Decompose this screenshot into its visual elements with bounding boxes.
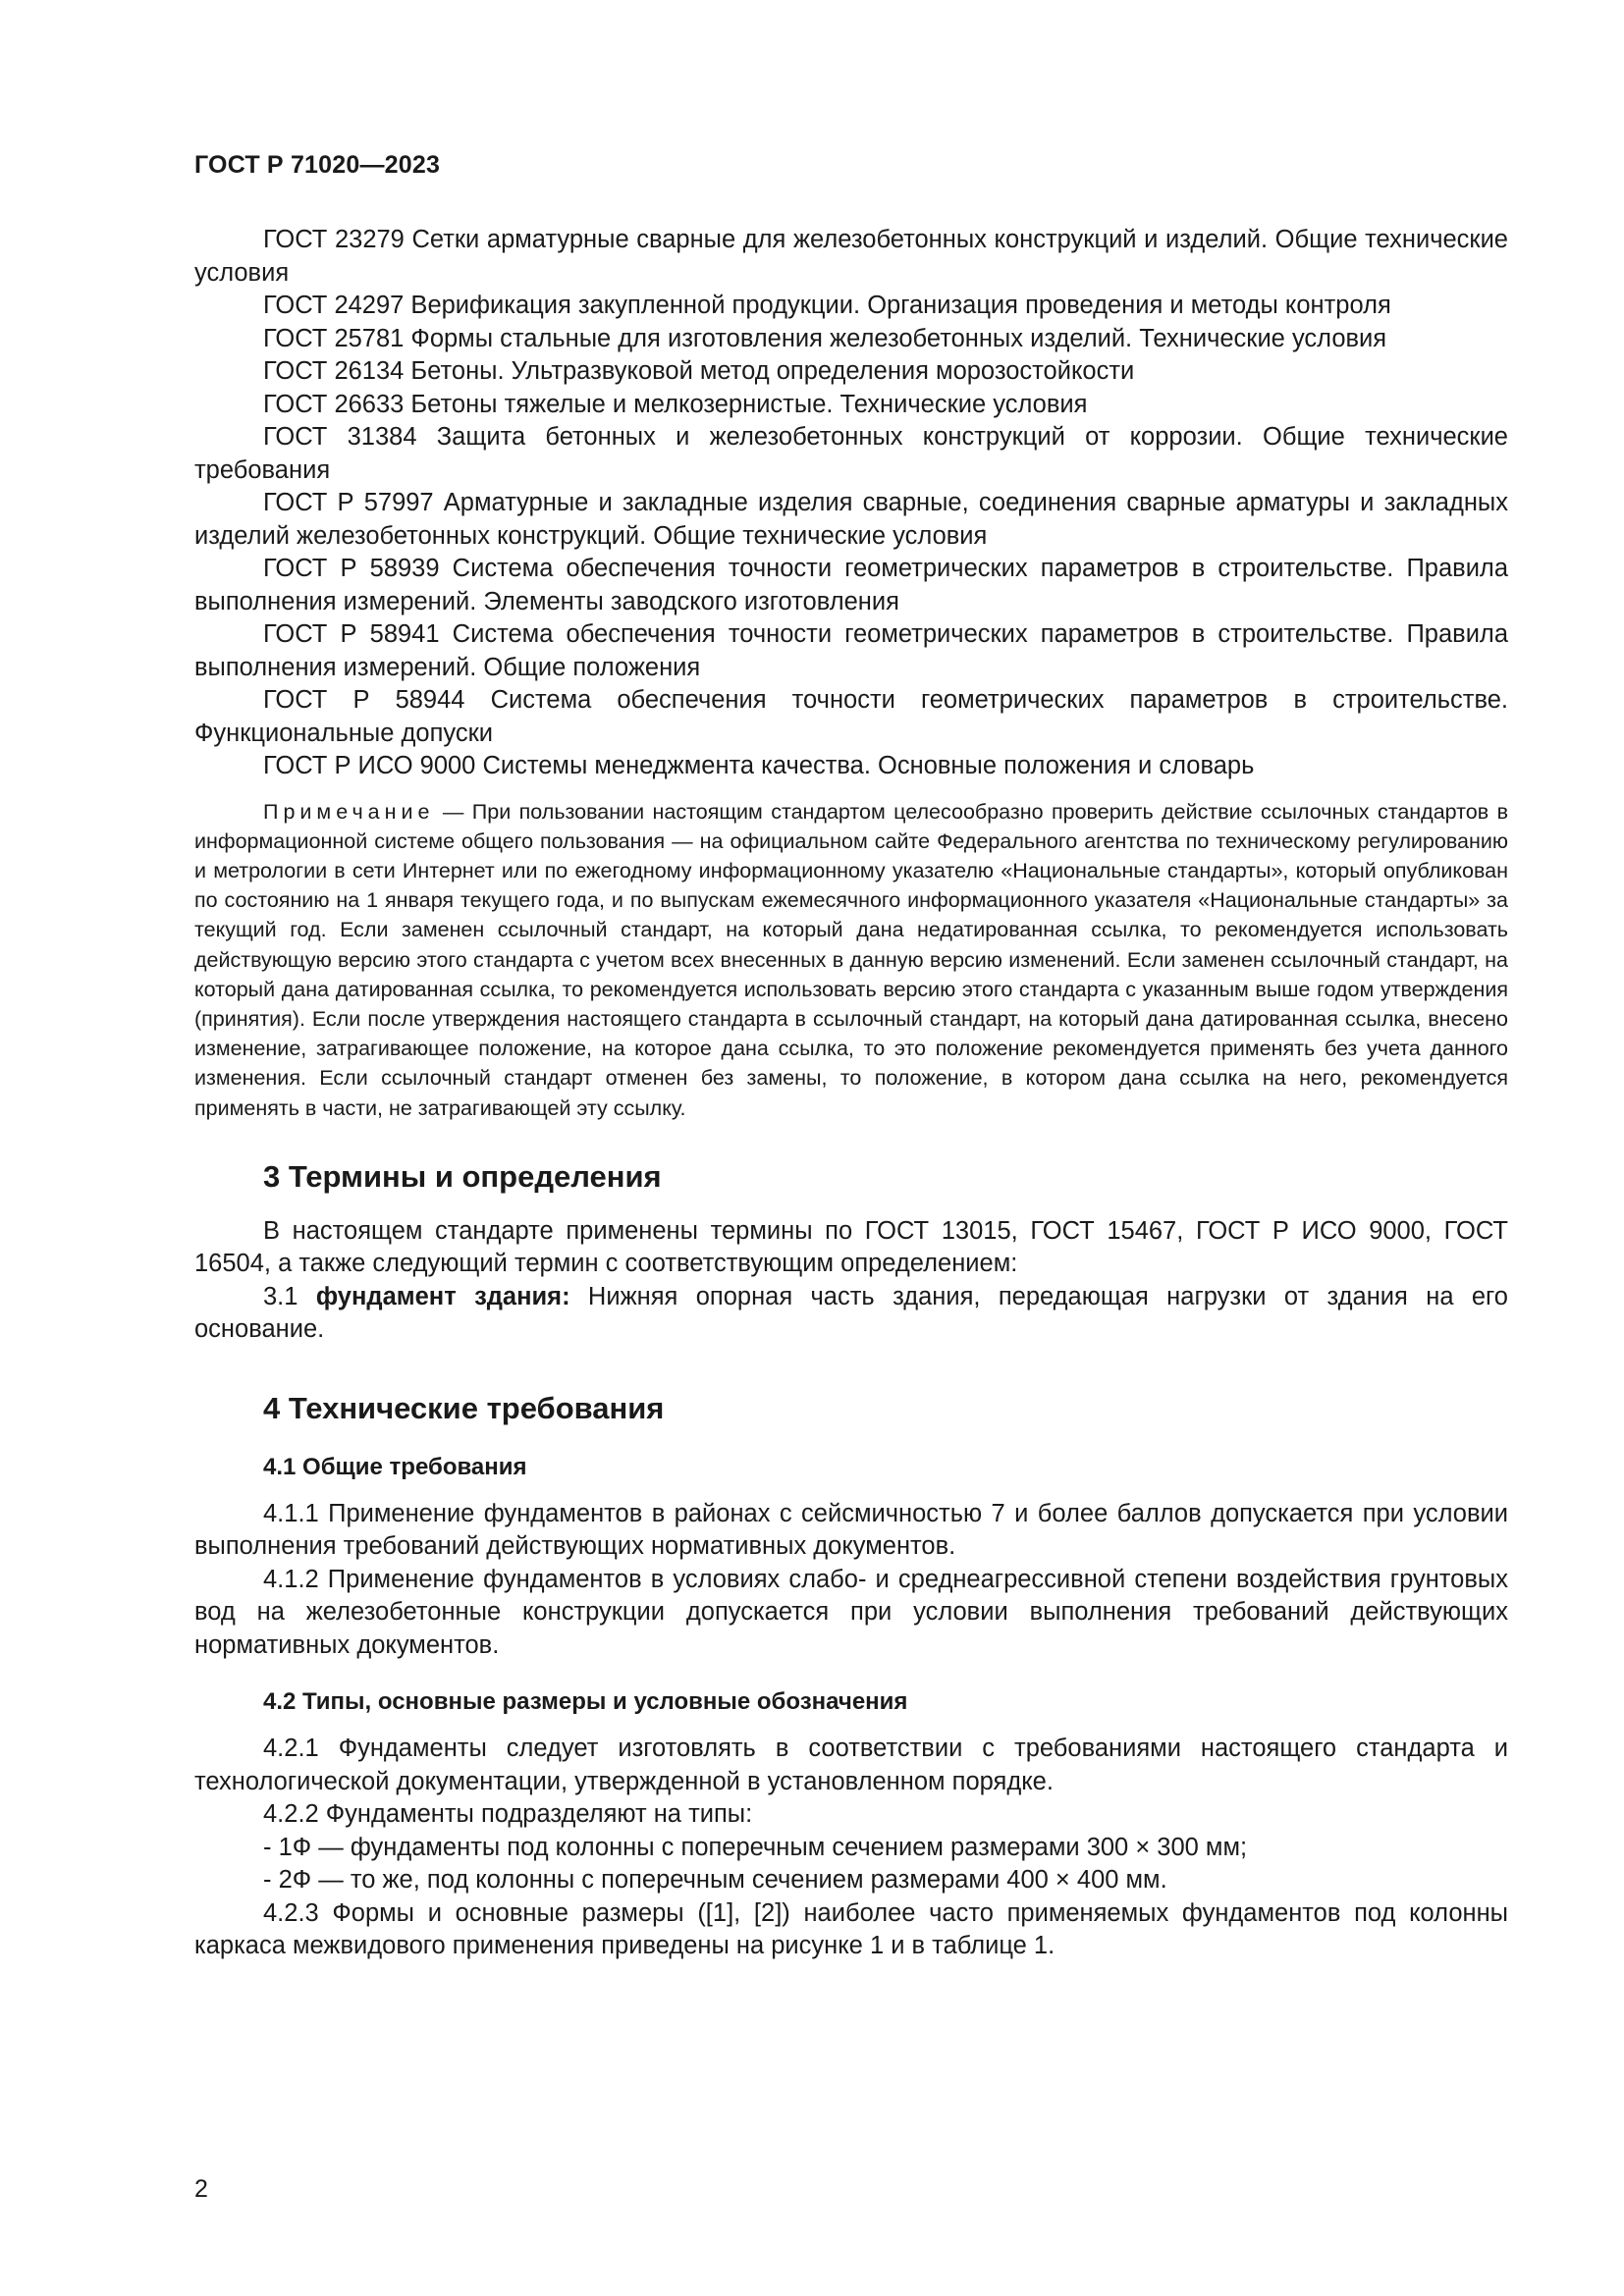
references-list bbox=[194, 224, 1508, 783]
note-label: Примечание bbox=[263, 799, 435, 824]
subsection-4-1-title: 4.1 Общие требования bbox=[263, 1453, 527, 1480]
standard-id-header: ГОСТ Р 71020—2023 bbox=[194, 151, 441, 179]
reference-item: ГОСТ 26633 Бетоны тяжелые и мелкозернистые. Технические условия bbox=[263, 390, 1088, 418]
paragraph-4-2-2: 4.2.2 Фундаменты подразделяют на типы: bbox=[263, 1800, 753, 1829]
paragraph-4-1-2: 4.1.2 Применение фундаментов в условиях слабо- и среднеагрессивной степени воздействия грунтовых вод на железобетонные конструкции допускается при условии выполнения требований действующих нормативных документов. bbox=[194, 1565, 1508, 1659]
reference-item: ГОСТ Р 57997 Арматурные и закладные изделия сварные, соединения сварные арматуры и закладных изделий железобетонных конструкций. Общие технические условия bbox=[194, 489, 1508, 550]
reference-item: ГОСТ Р 58944 Система обеспечения точности геометрических параметров в строительстве. Функциональные допуски bbox=[194, 686, 1508, 747]
reference-item: ГОСТ 23279 Сетки арматурные сварные для железобетонных конструкций и изделий. Общие технические условия bbox=[194, 226, 1508, 287]
page-content bbox=[194, 224, 1508, 1963]
reference-item: ГОСТ Р 58939 Система обеспечения точности геометрических параметров в строительстве. Правила выполнения измерений. Элементы заводского изготовления bbox=[194, 555, 1508, 615]
term-definition bbox=[194, 1281, 1508, 1347]
section-4-title: 4 Технические требования bbox=[263, 1390, 665, 1425]
term-number: 3.1 bbox=[263, 1282, 316, 1310]
paragraph-4-2-1: 4.2.1 Фундаменты следует изготовлять в соответствии с требованиями настоящего стандарта и технологической документации, утвержденной в установленном порядке. bbox=[194, 1735, 1508, 1795]
reference-item: ГОСТ 25781 Формы стальные для изготовления железобетонных изделий. Технические условия bbox=[263, 324, 1387, 352]
paragraph-4-1-1: 4.1.1 Применение фундаментов в районах с сейсмичностью 7 и более баллов допускается при условии выполнения требований действующих нормативных документов. bbox=[194, 1499, 1508, 1561]
reference-item: ГОСТ Р ИСО 9000 Системы менеджмента качества. Основные положения и словарь bbox=[263, 752, 1255, 779]
reference-item: ГОСТ 31384 Защита бетонных и железобетонных конструкций от коррозии. Общие технические требования bbox=[194, 423, 1508, 484]
reference-item: ГОСТ Р 58941 Система обеспечения точности геометрических параметров в строительстве. Правила выполнения измерений. Общие положения bbox=[194, 620, 1508, 681]
reference-note bbox=[194, 797, 1508, 1123]
paragraph-4-2-3: 4.2.3 Формы и основные размеры ([1], [2]) наиболее часто применяемых фундаментов под колонны каркаса межвидового применения приведены на рисунке 1 и в таблице 1. bbox=[194, 1898, 1508, 1960]
note-text: — При пользовании настоящим стандартом целесообразно проверить действие ссылочных стандартов в информационной системе общего пользования — на официальном сайте Федерального агентства по техническому регулированию и метрологии в сети Интернет или по ежегодному информационному указателю «Национальные стандарты», который опубликован по состоянию на 1 января текущего года, и по выпускам ежемесячного информационного указателя «Национальные стандарты» за текущий год. Если заменен ссылочный стандарт, на который дана недатированная ссылка, то рекомендуется использовать действующую версию этого стандарта с учетом всех внесенных в данную версию изменений. Если заменен ссылочный стандарт, на который дана датированная ссылка, то рекомендуется использовать версию этого стандарта с указанным выше годом утверждения (принятия). Если после утверждения настоящего стандарта в ссылочный стандарт, на который дана датированная ссылка, внесено изменение, затрагивающее положение, на которое дана ссылка, то это положение рекомендуется применять без учета данного изменения. Если ссылочный стандарт отменен без замены, то положение, в котором дана ссылка на него, рекомендуется применять в части, не затрагивающей эту ссылку. bbox=[194, 799, 1508, 1120]
term-text: Нижняя опорная часть здания, передающая нагрузки от здания на его основание. bbox=[194, 1282, 1508, 1344]
section-3-title: 3 Термины и определения bbox=[263, 1158, 662, 1194]
type-2f-item: - 2Ф — то же, под колонны с поперечным сечением размерами 400 × 400 мм. bbox=[263, 1866, 1167, 1895]
type-1f-item: - 1Ф — фундаменты под колонны с поперечным сечением размерами 300 × 300 мм; bbox=[263, 1833, 1248, 1861]
reference-item: ГОСТ 26134 Бетоны. Ультразвуковой метод определения морозостойкости bbox=[263, 357, 1135, 385]
section-3-intro: В настоящем стандарте применены термины по ГОСТ 13015, ГОСТ 15467, ГОСТ Р ИСО 9000, ГОСТ 16504, а также следующий термин с соответствующим определением: bbox=[194, 1216, 1508, 1278]
subsection-4-2-title: 4.2 Типы, основные размеры и условные обозначения bbox=[263, 1688, 908, 1716]
term-name: фундамент здания: bbox=[315, 1282, 570, 1310]
page-number: 2 bbox=[194, 2175, 208, 2203]
reference-item: ГОСТ 24297 Верификация закупленной продукции. Организация проведения и методы контроля bbox=[263, 292, 1391, 319]
